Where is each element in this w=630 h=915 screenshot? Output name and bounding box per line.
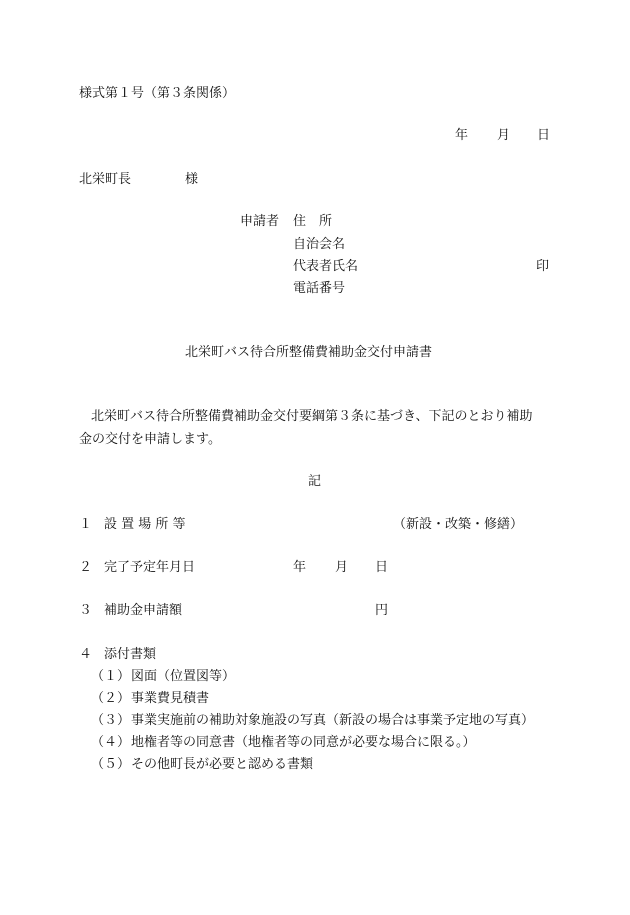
attachment-5-text: その他町長が必要と認める書類 bbox=[131, 757, 314, 772]
item-4-label: 添付書類 bbox=[104, 647, 157, 662]
item-1-options: （新設・改築・修繕） bbox=[393, 517, 524, 532]
item-2-day: 日 bbox=[375, 560, 389, 575]
item-3-unit: 円 bbox=[375, 603, 389, 618]
attachment-4-number: （４） bbox=[91, 735, 131, 750]
addressee-honorific: 様 bbox=[185, 172, 199, 187]
attachment-2-text: 事業費見積書 bbox=[131, 691, 210, 706]
item-1-label: 設 置 場 所 等 bbox=[104, 517, 186, 532]
item-3-number: ３ bbox=[79, 603, 93, 618]
representative-label: 代表者氏名 bbox=[293, 259, 359, 274]
attachment-1-text: 図面（位置図等） bbox=[131, 669, 236, 684]
seal-mark: 印 bbox=[536, 259, 550, 274]
item-2-label: 完了予定年月日 bbox=[104, 560, 196, 575]
item-4-number: ４ bbox=[79, 647, 93, 662]
date-day-label: 日 bbox=[537, 128, 551, 143]
association-label: 自治会名 bbox=[293, 237, 346, 252]
attachment-1-number: （１） bbox=[91, 669, 131, 684]
body-text-line-1: 北栄町バス待合所整備費補助金交付要綱第３条に基づき、下記のとおり補助 bbox=[91, 409, 533, 424]
attachment-3-text: 事業実施前の補助対象施設の写真（新設の場合は事業予定地の写真） bbox=[131, 713, 535, 728]
attachment-3-number: （３） bbox=[91, 713, 131, 728]
attachment-4-text: 地権者等の同意書（地権者等の同意が必要な場合に限る。） bbox=[131, 735, 476, 750]
item-1-number: １ bbox=[79, 517, 93, 532]
date-month-label: 月 bbox=[497, 128, 511, 143]
item-2-number: ２ bbox=[79, 560, 93, 575]
address-label: 住 所 bbox=[293, 214, 333, 229]
ki-heading: 記 bbox=[308, 474, 322, 489]
body-text-line-2: 金の交付を申請します。 bbox=[79, 432, 221, 447]
form-number: 様式第１号（第３条関係） bbox=[79, 86, 236, 101]
applicant-label: 申請者 bbox=[240, 214, 280, 229]
item-2-month: 月 bbox=[335, 560, 349, 575]
addressee-name: 北栄町長 bbox=[79, 172, 132, 187]
attachment-5-number: （５） bbox=[91, 757, 131, 772]
phone-label: 電話番号 bbox=[293, 281, 346, 296]
attachment-2-number: （２） bbox=[91, 691, 131, 706]
item-3-label: 補助金申請額 bbox=[104, 603, 183, 618]
document-title: 北栄町バス待合所整備費補助金交付申請書 bbox=[185, 345, 433, 360]
item-2-year: 年 bbox=[293, 560, 307, 575]
date-year-label: 年 bbox=[455, 128, 469, 143]
